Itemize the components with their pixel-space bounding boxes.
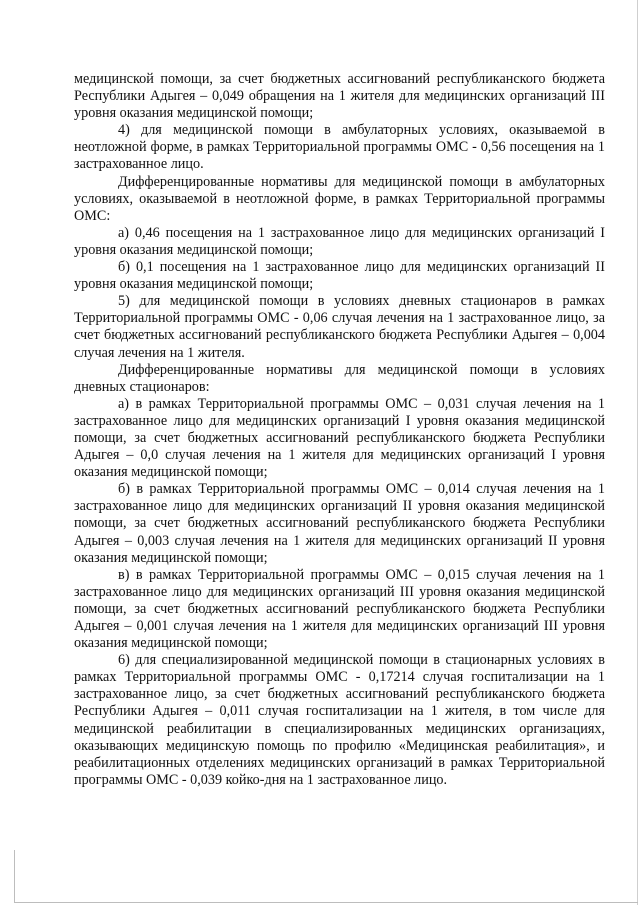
- scan-edge-right: [637, 0, 638, 905]
- paragraph-item-6: 6) для специализированной медицинской помощи в стационарных условиях в рамках Территориальной программы ОМС - 0,17214 случая госпитализации на 1 застрахованное лицо, за счет бюджетных ассигнований республиканского бюджета Республики Адыгея – 0,011 случая госпитализации на 1 жителя, в том числе для медицинской реабилитации в специализированных медицинских организациях, оказывающих медицинскую помощь по профилю «Медицинская реабилитация», и реабилитационных отделениях медицинских организаций в рамках Территориальной программы ОМС - 0,039 койко-дня на 1 застрахованное лицо.: [74, 652, 605, 788]
- scan-edge-bottom: [14, 902, 638, 903]
- paragraph-continuation: медицинской помощи, за счет бюджетных ассигнований республиканского бюджета Республики Адыгея – 0,049 обращения на 1 жителя для медицинских организаций III уровня оказания медицинской помощи;: [74, 71, 605, 122]
- paragraph-day-hospital-differentiated: Дифференцированные нормативы для медицинской помощи в условиях дневных стационаров:: [74, 361, 605, 395]
- paragraph-sub-a-ambulatory: а) 0,46 посещения на 1 застрахованное лицо для медицинских организаций I уровня оказания медицинской помощи;: [74, 224, 605, 258]
- paragraph-item-4: 4) для медицинской помощи в амбулаторных условиях, оказываемой в неотложной форме, в рамках Территориальной программы ОМС - 0,56 посещения на 1 застрахованное лицо.: [74, 122, 605, 173]
- paragraph-item-5: 5) для медицинской помощи в условиях дневных стационаров в рамках Территориальной программы ОМС - 0,06 случая лечения на 1 застрахованное лицо, за счет бюджетных ассигнований республиканского бюджета Республики Адыгея – 0,004 случая лечения на 1 жителя.: [74, 293, 605, 361]
- scan-edge-left: [14, 850, 15, 903]
- paragraph-sub-b-day-hospital: б) в рамках Территориальной программы ОМС – 0,014 случая лечения на 1 застрахованное лицо для медицинских организаций II уровня оказания медицинской помощи, за счет бюджетных ассигнований республиканского бюджета Республики Адыгея – 0,003 случая лечения на 1 жителя для медицинских организаций II уровня оказания медицинской помощи;: [74, 481, 605, 566]
- paragraph-sub-b-ambulatory: б) 0,1 посещения на 1 застрахованное лицо для медицинских организаций II уровня оказания медицинской помощи;: [74, 259, 605, 293]
- document-body: [74, 71, 605, 789]
- paragraph-ambulatory-differentiated: Дифференцированные нормативы для медицинской помощи в амбулаторных условиях, оказываемой в неотложной форме, в рамках Территориальной программы ОМС:: [74, 173, 605, 224]
- paragraph-sub-v-day-hospital: в) в рамках Территориальной программы ОМС – 0,015 случая лечения на 1 застрахованное лицо для медицинских организаций III уровня оказания медицинской помощи, за счет бюджетных ассигнований республиканского бюджета Республики Адыгея – 0,001 случая лечения на 1 жителя для медицинских организаций III уровня оказания медицинской помощи;: [74, 566, 605, 652]
- paragraph-sub-a-day-hospital: а) в рамках Территориальной программы ОМС – 0,031 случая лечения на 1 застрахованное лицо для медицинских организаций I уровня оказания медицинской помощи, за счет бюджетных ассигнований республиканского бюджета Республики Адыгея – 0,0 случая лечения на 1 жителя для медицинских организаций I уровня оказания медицинской помощи;: [74, 395, 605, 481]
